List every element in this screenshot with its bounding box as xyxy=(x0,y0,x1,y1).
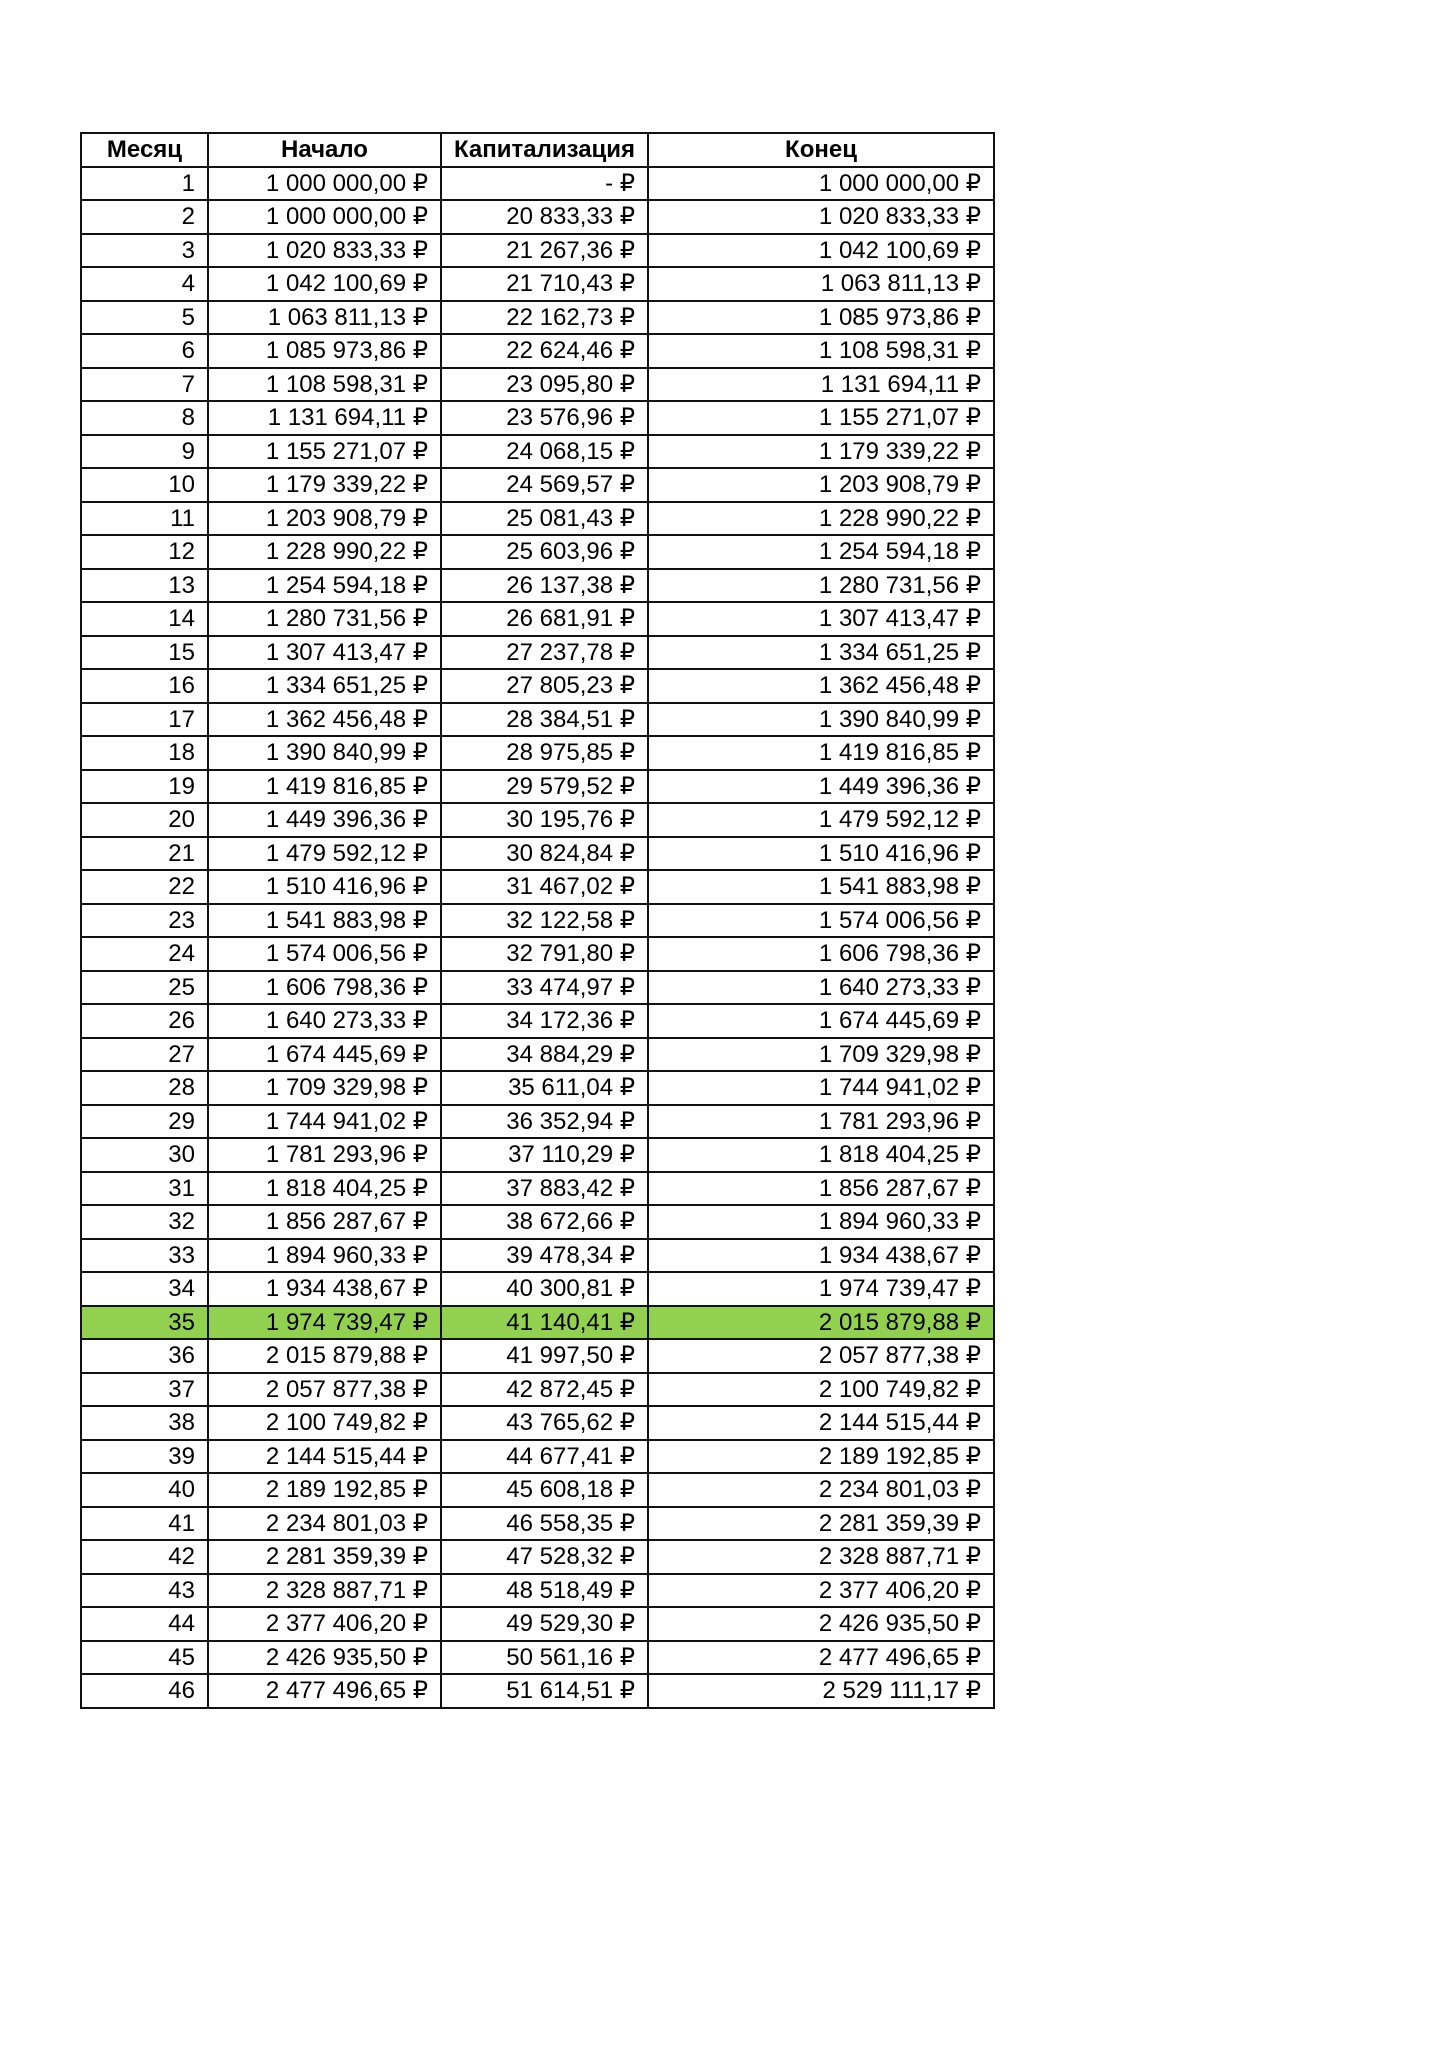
cell-month: 37 xyxy=(81,1373,208,1407)
cell-month: 6 xyxy=(81,334,208,368)
cell-start: 1 042 100,69 ₽ xyxy=(208,267,441,301)
cell-end: 1 063 811,13 ₽ xyxy=(648,267,994,301)
cell-end: 1 390 840,99 ₽ xyxy=(648,703,994,737)
cell-end: 2 328 887,71 ₽ xyxy=(648,1540,994,1574)
cell-end: 1 674 445,69 ₽ xyxy=(648,1004,994,1038)
cell-month: 16 xyxy=(81,669,208,703)
cell-month: 10 xyxy=(81,468,208,502)
cell-capitalization: 33 474,97 ₽ xyxy=(441,971,648,1005)
cell-end: 1 254 594,18 ₽ xyxy=(648,535,994,569)
cell-capitalization: 49 529,30 ₽ xyxy=(441,1607,648,1641)
cell-start: 1 131 694,11 ₽ xyxy=(208,401,441,435)
cell-start: 2 100 749,82 ₽ xyxy=(208,1406,441,1440)
header-start: Начало xyxy=(208,133,441,167)
table-row xyxy=(81,669,994,703)
cell-start: 2 426 935,50 ₽ xyxy=(208,1641,441,1675)
table-row xyxy=(81,1440,994,1474)
cell-month: 14 xyxy=(81,602,208,636)
cell-capitalization: 32 122,58 ₽ xyxy=(441,904,648,938)
table-row xyxy=(81,1239,994,1273)
cell-month: 15 xyxy=(81,636,208,670)
cell-end: 2 377 406,20 ₽ xyxy=(648,1574,994,1608)
capitalization-table xyxy=(80,132,995,1709)
table-row xyxy=(81,1205,994,1239)
cell-start: 1 781 293,96 ₽ xyxy=(208,1138,441,1172)
cell-capitalization: 47 528,32 ₽ xyxy=(441,1540,648,1574)
cell-month: 22 xyxy=(81,870,208,904)
table-row xyxy=(81,1138,994,1172)
table-row xyxy=(81,770,994,804)
header-month: Месяц xyxy=(81,133,208,167)
cell-capitalization: 22 624,46 ₽ xyxy=(441,334,648,368)
cell-start: 1 334 651,25 ₽ xyxy=(208,669,441,703)
cell-month: 19 xyxy=(81,770,208,804)
cell-end: 1 606 798,36 ₽ xyxy=(648,937,994,971)
cell-start: 1 000 000,00 ₽ xyxy=(208,200,441,234)
cell-end: 2 015 879,88 ₽ xyxy=(648,1306,994,1340)
table-row xyxy=(81,502,994,536)
cell-capitalization: 32 791,80 ₽ xyxy=(441,937,648,971)
cell-start: 1 709 329,98 ₽ xyxy=(208,1071,441,1105)
cell-start: 1 606 798,36 ₽ xyxy=(208,971,441,1005)
table-row xyxy=(81,1272,994,1306)
table-row xyxy=(81,569,994,603)
cell-start: 1 541 883,98 ₽ xyxy=(208,904,441,938)
cell-month: 2 xyxy=(81,200,208,234)
cell-start: 1 000 000,00 ₽ xyxy=(208,167,441,201)
cell-start: 1 063 811,13 ₽ xyxy=(208,301,441,335)
table-row xyxy=(81,1641,994,1675)
cell-capitalization: 26 681,91 ₽ xyxy=(441,602,648,636)
cell-month: 34 xyxy=(81,1272,208,1306)
cell-capitalization: 42 872,45 ₽ xyxy=(441,1373,648,1407)
cell-capitalization: 28 975,85 ₽ xyxy=(441,736,648,770)
cell-start: 2 281 359,39 ₽ xyxy=(208,1540,441,1574)
table-row xyxy=(81,904,994,938)
cell-capitalization: 30 195,76 ₽ xyxy=(441,803,648,837)
cell-capitalization: 20 833,33 ₽ xyxy=(441,200,648,234)
cell-end: 2 234 801,03 ₽ xyxy=(648,1473,994,1507)
cell-capitalization: 41 140,41 ₽ xyxy=(441,1306,648,1340)
cell-start: 1 744 941,02 ₽ xyxy=(208,1105,441,1139)
cell-capitalization: 48 518,49 ₽ xyxy=(441,1574,648,1608)
cell-end: 1 894 960,33 ₽ xyxy=(648,1205,994,1239)
cell-end: 2 144 515,44 ₽ xyxy=(648,1406,994,1440)
table-body xyxy=(81,167,994,1708)
cell-month: 42 xyxy=(81,1540,208,1574)
cell-capitalization: 24 569,57 ₽ xyxy=(441,468,648,502)
cell-start: 2 015 879,88 ₽ xyxy=(208,1339,441,1373)
cell-capitalization: 26 137,38 ₽ xyxy=(441,569,648,603)
cell-end: 2 281 359,39 ₽ xyxy=(648,1507,994,1541)
table-row xyxy=(81,837,994,871)
table-row xyxy=(81,1071,994,1105)
table-row xyxy=(81,1339,994,1373)
cell-month: 38 xyxy=(81,1406,208,1440)
cell-start: 1 510 416,96 ₽ xyxy=(208,870,441,904)
cell-month: 36 xyxy=(81,1339,208,1373)
cell-month: 26 xyxy=(81,1004,208,1038)
cell-month: 18 xyxy=(81,736,208,770)
table-row xyxy=(81,334,994,368)
cell-end: 2 189 192,85 ₽ xyxy=(648,1440,994,1474)
header-end: Конец xyxy=(648,133,994,167)
cell-capitalization: 27 237,78 ₽ xyxy=(441,636,648,670)
cell-month: 12 xyxy=(81,535,208,569)
cell-start: 1 934 438,67 ₽ xyxy=(208,1272,441,1306)
table-row xyxy=(81,971,994,1005)
table-row xyxy=(81,435,994,469)
table-row xyxy=(81,200,994,234)
cell-capitalization: 34 172,36 ₽ xyxy=(441,1004,648,1038)
cell-month: 7 xyxy=(81,368,208,402)
cell-start: 1 307 413,47 ₽ xyxy=(208,636,441,670)
cell-start: 2 234 801,03 ₽ xyxy=(208,1507,441,1541)
header-capitalization: Капитализация xyxy=(441,133,648,167)
cell-capitalization: 45 608,18 ₽ xyxy=(441,1473,648,1507)
table-row xyxy=(81,602,994,636)
cell-end: 1 419 816,85 ₽ xyxy=(648,736,994,770)
cell-month: 35 xyxy=(81,1306,208,1340)
table-row xyxy=(81,1172,994,1206)
table-row xyxy=(81,1473,994,1507)
cell-end: 1 709 329,98 ₽ xyxy=(648,1038,994,1072)
table-row xyxy=(81,1038,994,1072)
cell-start: 2 377 406,20 ₽ xyxy=(208,1607,441,1641)
cell-month: 27 xyxy=(81,1038,208,1072)
cell-month: 31 xyxy=(81,1172,208,1206)
cell-end: 2 057 877,38 ₽ xyxy=(648,1339,994,1373)
cell-end: 2 100 749,82 ₽ xyxy=(648,1373,994,1407)
cell-month: 32 xyxy=(81,1205,208,1239)
cell-start: 2 189 192,85 ₽ xyxy=(208,1473,441,1507)
cell-start: 1 974 739,47 ₽ xyxy=(208,1306,441,1340)
cell-end: 1 307 413,47 ₽ xyxy=(648,602,994,636)
header-row xyxy=(81,133,994,167)
table-row xyxy=(81,1373,994,1407)
cell-capitalization: 44 677,41 ₽ xyxy=(441,1440,648,1474)
table-row xyxy=(81,870,994,904)
cell-month: 20 xyxy=(81,803,208,837)
cell-start: 1 818 404,25 ₽ xyxy=(208,1172,441,1206)
cell-start: 1 419 816,85 ₽ xyxy=(208,770,441,804)
cell-end: 1 179 339,22 ₽ xyxy=(648,435,994,469)
cell-capitalization: 25 081,43 ₽ xyxy=(441,502,648,536)
cell-capitalization: 28 384,51 ₽ xyxy=(441,703,648,737)
table-row xyxy=(81,401,994,435)
cell-month: 11 xyxy=(81,502,208,536)
cell-end: 1 449 396,36 ₽ xyxy=(648,770,994,804)
table-row xyxy=(81,1105,994,1139)
cell-end: 1 856 287,67 ₽ xyxy=(648,1172,994,1206)
cell-end: 2 426 935,50 ₽ xyxy=(648,1607,994,1641)
table-row xyxy=(81,1540,994,1574)
cell-month: 44 xyxy=(81,1607,208,1641)
cell-end: 1 042 100,69 ₽ xyxy=(648,234,994,268)
cell-capitalization: 36 352,94 ₽ xyxy=(441,1105,648,1139)
cell-start: 1 254 594,18 ₽ xyxy=(208,569,441,603)
cell-month: 39 xyxy=(81,1440,208,1474)
cell-capitalization: 23 095,80 ₽ xyxy=(441,368,648,402)
cell-start: 1 640 273,33 ₽ xyxy=(208,1004,441,1038)
table-row xyxy=(81,736,994,770)
cell-end: 1 479 592,12 ₽ xyxy=(648,803,994,837)
cell-month: 28 xyxy=(81,1071,208,1105)
table-row xyxy=(81,535,994,569)
cell-start: 1 179 339,22 ₽ xyxy=(208,468,441,502)
cell-month: 46 xyxy=(81,1674,208,1708)
cell-end: 1 155 271,07 ₽ xyxy=(648,401,994,435)
cell-month: 5 xyxy=(81,301,208,335)
cell-capitalization: 27 805,23 ₽ xyxy=(441,669,648,703)
cell-capitalization: 38 672,66 ₽ xyxy=(441,1205,648,1239)
cell-month: 41 xyxy=(81,1507,208,1541)
table-row-highlighted xyxy=(81,1306,994,1340)
table-row xyxy=(81,1004,994,1038)
cell-start: 1 674 445,69 ₽ xyxy=(208,1038,441,1072)
cell-start: 1 203 908,79 ₽ xyxy=(208,502,441,536)
cell-month: 45 xyxy=(81,1641,208,1675)
cell-month: 9 xyxy=(81,435,208,469)
cell-end: 1 085 973,86 ₽ xyxy=(648,301,994,335)
cell-end: 1 574 006,56 ₽ xyxy=(648,904,994,938)
cell-capitalization: 21 710,43 ₽ xyxy=(441,267,648,301)
cell-capitalization: 30 824,84 ₽ xyxy=(441,837,648,871)
cell-month: 24 xyxy=(81,937,208,971)
cell-month: 30 xyxy=(81,1138,208,1172)
cell-start: 1 390 840,99 ₽ xyxy=(208,736,441,770)
table-row xyxy=(81,468,994,502)
cell-month: 3 xyxy=(81,234,208,268)
cell-capitalization: 51 614,51 ₽ xyxy=(441,1674,648,1708)
cell-start: 2 477 496,65 ₽ xyxy=(208,1674,441,1708)
cell-month: 43 xyxy=(81,1574,208,1608)
table-row xyxy=(81,1406,994,1440)
table-row xyxy=(81,803,994,837)
cell-start: 1 280 731,56 ₽ xyxy=(208,602,441,636)
cell-start: 2 057 877,38 ₽ xyxy=(208,1373,441,1407)
cell-end: 1 541 883,98 ₽ xyxy=(648,870,994,904)
cell-month: 40 xyxy=(81,1473,208,1507)
cell-capitalization: 24 068,15 ₽ xyxy=(441,435,648,469)
cell-start: 1 228 990,22 ₽ xyxy=(208,535,441,569)
cell-month: 8 xyxy=(81,401,208,435)
cell-end: 1 781 293,96 ₽ xyxy=(648,1105,994,1139)
cell-capitalization: 23 576,96 ₽ xyxy=(441,401,648,435)
cell-capitalization: 35 611,04 ₽ xyxy=(441,1071,648,1105)
table-row xyxy=(81,1607,994,1641)
cell-start: 1 449 396,36 ₽ xyxy=(208,803,441,837)
table-row xyxy=(81,1507,994,1541)
cell-capitalization: - ₽ xyxy=(441,167,648,201)
cell-capitalization: 29 579,52 ₽ xyxy=(441,770,648,804)
cell-month: 25 xyxy=(81,971,208,1005)
cell-month: 33 xyxy=(81,1239,208,1273)
table-row xyxy=(81,301,994,335)
cell-end: 1 934 438,67 ₽ xyxy=(648,1239,994,1273)
table-row xyxy=(81,937,994,971)
cell-capitalization: 34 884,29 ₽ xyxy=(441,1038,648,1072)
cell-end: 1 334 651,25 ₽ xyxy=(648,636,994,670)
cell-end: 1 108 598,31 ₽ xyxy=(648,334,994,368)
cell-capitalization: 37 883,42 ₽ xyxy=(441,1172,648,1206)
cell-start: 1 085 973,86 ₽ xyxy=(208,334,441,368)
cell-start: 1 894 960,33 ₽ xyxy=(208,1239,441,1273)
cell-start: 1 856 287,67 ₽ xyxy=(208,1205,441,1239)
cell-capitalization: 43 765,62 ₽ xyxy=(441,1406,648,1440)
cell-start: 1 020 833,33 ₽ xyxy=(208,234,441,268)
cell-end: 2 529 111,17 ₽ xyxy=(648,1674,994,1708)
cell-start: 1 479 592,12 ₽ xyxy=(208,837,441,871)
table-row xyxy=(81,636,994,670)
cell-capitalization: 37 110,29 ₽ xyxy=(441,1138,648,1172)
cell-end: 1 640 273,33 ₽ xyxy=(648,971,994,1005)
cell-month: 1 xyxy=(81,167,208,201)
cell-capitalization: 50 561,16 ₽ xyxy=(441,1641,648,1675)
cell-end: 1 203 908,79 ₽ xyxy=(648,468,994,502)
cell-end: 1 000 000,00 ₽ xyxy=(648,167,994,201)
table-row xyxy=(81,234,994,268)
cell-capitalization: 46 558,35 ₽ xyxy=(441,1507,648,1541)
table-row xyxy=(81,167,994,201)
cell-end: 1 818 404,25 ₽ xyxy=(648,1138,994,1172)
cell-end: 1 020 833,33 ₽ xyxy=(648,200,994,234)
cell-capitalization: 39 478,34 ₽ xyxy=(441,1239,648,1273)
cell-month: 21 xyxy=(81,837,208,871)
cell-end: 1 974 739,47 ₽ xyxy=(648,1272,994,1306)
cell-month: 29 xyxy=(81,1105,208,1139)
table-row xyxy=(81,368,994,402)
cell-month: 23 xyxy=(81,904,208,938)
cell-start: 1 155 271,07 ₽ xyxy=(208,435,441,469)
table-row xyxy=(81,267,994,301)
cell-start: 1 108 598,31 ₽ xyxy=(208,368,441,402)
cell-month: 13 xyxy=(81,569,208,603)
cell-end: 1 510 416,96 ₽ xyxy=(648,837,994,871)
cell-start: 1 574 006,56 ₽ xyxy=(208,937,441,971)
cell-end: 1 131 694,11 ₽ xyxy=(648,368,994,402)
cell-end: 1 280 731,56 ₽ xyxy=(648,569,994,603)
cell-start: 2 144 515,44 ₽ xyxy=(208,1440,441,1474)
cell-end: 1 228 990,22 ₽ xyxy=(648,502,994,536)
cell-capitalization: 41 997,50 ₽ xyxy=(441,1339,648,1373)
cell-start: 2 328 887,71 ₽ xyxy=(208,1574,441,1608)
cell-end: 1 362 456,48 ₽ xyxy=(648,669,994,703)
table-row xyxy=(81,703,994,737)
cell-capitalization: 21 267,36 ₽ xyxy=(441,234,648,268)
cell-end: 1 744 941,02 ₽ xyxy=(648,1071,994,1105)
cell-month: 17 xyxy=(81,703,208,737)
cell-capitalization: 40 300,81 ₽ xyxy=(441,1272,648,1306)
cell-capitalization: 25 603,96 ₽ xyxy=(441,535,648,569)
cell-month: 4 xyxy=(81,267,208,301)
cell-capitalization: 22 162,73 ₽ xyxy=(441,301,648,335)
table-row xyxy=(81,1574,994,1608)
table-row xyxy=(81,1674,994,1708)
cell-end: 2 477 496,65 ₽ xyxy=(648,1641,994,1675)
cell-start: 1 362 456,48 ₽ xyxy=(208,703,441,737)
cell-capitalization: 31 467,02 ₽ xyxy=(441,870,648,904)
